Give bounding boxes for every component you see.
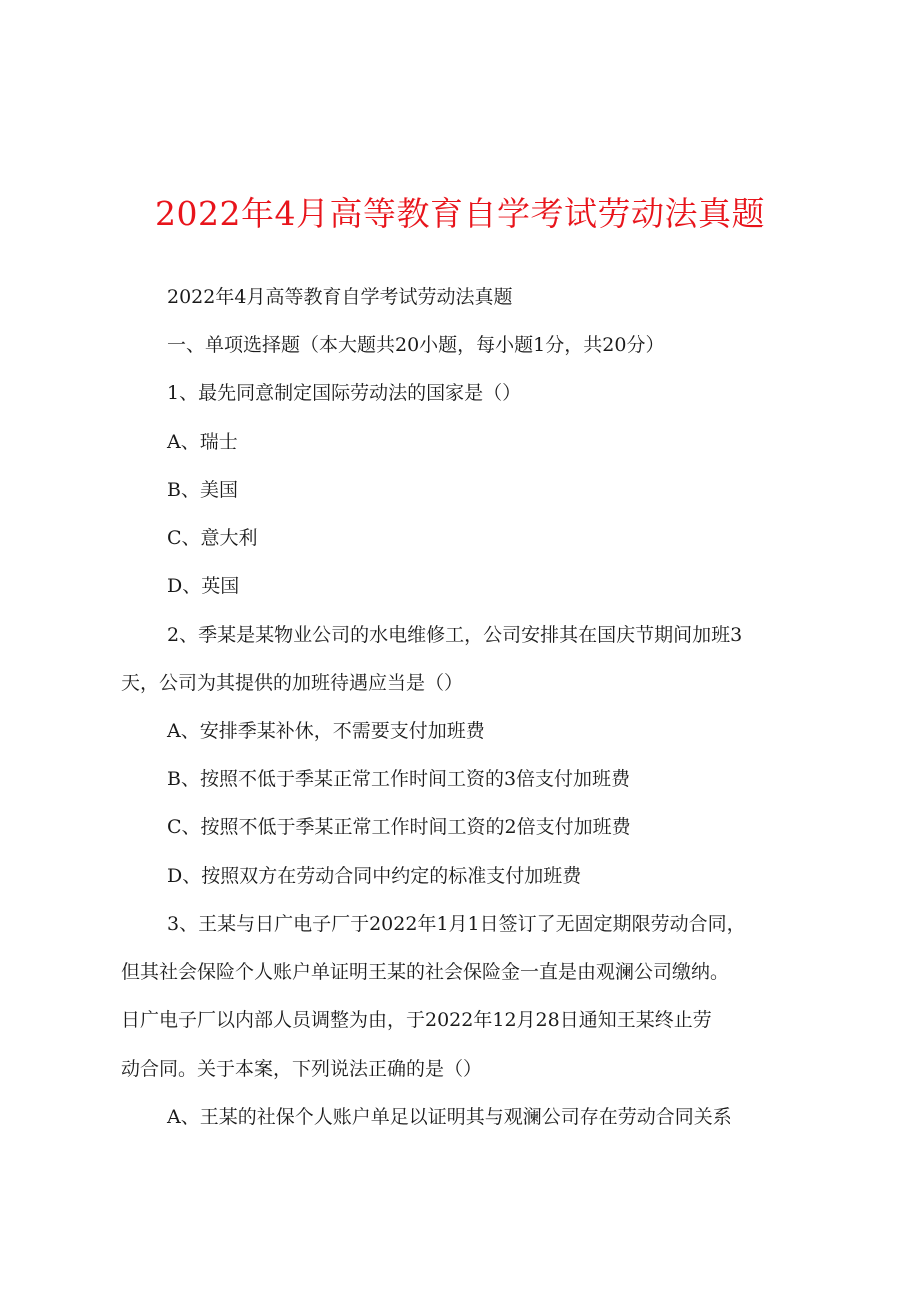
- subtitle-line: 2022年4月高等教育自学考试劳动法真题: [167, 286, 513, 308]
- q1-option-c: C、意大利: [167, 527, 258, 549]
- q1-option-b: B、美国: [167, 479, 238, 501]
- question-3-continued-3: 动合同。关于本案，下列说法正确的是（）: [121, 1058, 483, 1080]
- q2-option-b: B、按照不低于季某正常工作时间工资的3倍支付加班费: [167, 768, 631, 790]
- q1-option-a: A、瑞士: [167, 431, 238, 453]
- question-3: 3、王某与日广电子厂于2022年1月1日签订了无固定期限劳动合同，: [167, 913, 746, 935]
- q3-option-a: A、王某的社保个人账户单足以证明其与观澜公司存在劳动合同关系: [167, 1106, 732, 1128]
- question-3-continued-1: 但其社会保险个人账户单证明王某的社会保险金一直是由观澜公司缴纳。: [121, 961, 730, 983]
- q1-option-d: D、英国: [167, 575, 240, 597]
- q2-option-a: A、安排季某补休，不需要支付加班费: [167, 720, 485, 742]
- document-title: 2022年4月高等教育自学考试劳动法真题: [155, 194, 765, 233]
- question-3-continued-2: 日广电子厂以内部人员调整为由，于2022年12月28日通知王某终止劳: [121, 1009, 712, 1031]
- question-2: 2、季某是某物业公司的水电维修工，公司安排其在国庆节期间加班3: [167, 624, 743, 646]
- section-heading: 一、单项选择题（本大题共20小题，每小题1分，共20分）: [167, 334, 665, 356]
- q2-option-d: D、按照双方在劳动合同中约定的标准支付加班费: [167, 865, 582, 887]
- question-1: 1、最先同意制定国际劳动法的国家是（）: [167, 382, 522, 404]
- q2-option-c: C、按照不低于季某正常工作时间工资的2倍支付加班费: [167, 816, 631, 838]
- question-2-continued: 天，公司为其提供的加班待遇应当是（）: [121, 672, 464, 694]
